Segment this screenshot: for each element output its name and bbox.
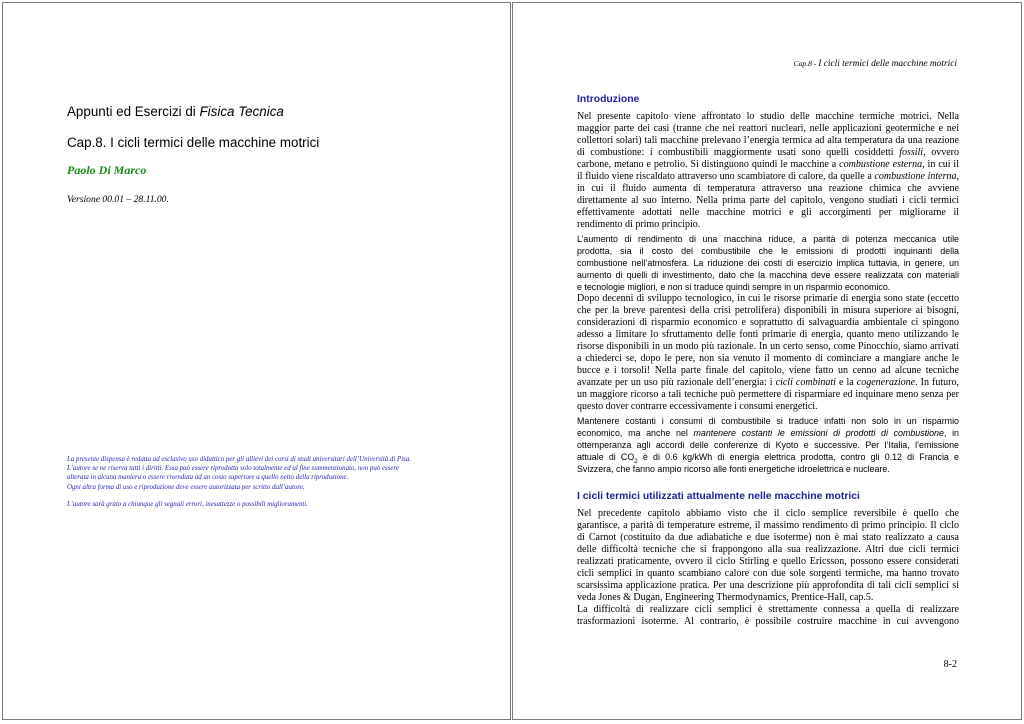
emphasis-emissioni: mantenere costanti le emissioni di prodotti di combustione xyxy=(693,428,944,438)
text-line: di Carnot (costituito da due adiabatiche e due isoterme) non è mai stato realizzato a causa xyxy=(577,532,959,543)
text-span: , xyxy=(956,171,959,182)
running-head xyxy=(794,59,957,69)
notice-thanks: L’autore sarà grato a chiunque gli segnali errori, inesattezze o possibili miglioramenti. xyxy=(67,501,308,508)
text-line: combustione nell’atmosfera. La riduzione dei costi di esercizio implica tuttavia, in genere, un xyxy=(577,258,959,268)
text-line: questo dover contrarre eccessivamente i consumi energetici. xyxy=(577,401,818,412)
text-line: considerazioni di risparmio economico e soprattutto di salvaguardia ambientale ci spingono xyxy=(577,317,959,328)
section-heading-cicli: I cicli termici utilizzati attualmente nelle macchine motrici xyxy=(577,491,860,502)
text-line: Nel presente capitolo viene affrontato lo studio delle macchine termiche motrici. Nella xyxy=(577,111,959,122)
paragraph-cicli xyxy=(577,508,959,628)
notice-line: La presente dispensa è redatta ad esclusivo uso didattico per gli allievi dei corsi di studi universitari dell’Università di Pisa. xyxy=(67,456,411,463)
text-line: Dopo decenni di sviluppo tecnologico, in cui le risorse primarie di energia sono state (eccetto xyxy=(577,293,959,304)
thanks-notice xyxy=(67,500,487,509)
text-line: e tecnologie migliori, e non si traduce quindi sempre in un risparmio economico. xyxy=(577,282,891,292)
text-line: che per la breve parentesi della crisi petrolifera) disponibili in misura superiore ai bisogni, xyxy=(577,305,959,316)
text-line: aumento di quelli di investimento, dato che la macchina deve essere realizzata con materiali xyxy=(577,270,959,280)
running-head-title: I cicli termici delle macchine motrici xyxy=(818,59,957,69)
text-span: carbone, metano e petrolio. Si distinguono quindi le macchine a xyxy=(577,159,840,170)
copyright-notice xyxy=(67,455,487,492)
emphasis-cogenerazione: cogenerazione xyxy=(856,377,916,388)
text-line: cicli semplici in quanto scambiano calore con due sole sorgenti termiche, ma hanno trovato xyxy=(577,568,959,579)
document-title-prefix: Appunti ed Esercizi di xyxy=(67,104,200,119)
text-line: risorse disponibili in un modo più razionale. In un certo senso, come Pinocchio, siamo arrivati xyxy=(577,341,959,352)
text-line xyxy=(577,147,959,159)
running-head-prefix: Cap.8 - xyxy=(793,59,819,68)
text-line: scarsissima applicazione pratica. Per una descrizione più approfondita di tali cicli semplici si xyxy=(577,580,959,591)
paragraph-rendimento xyxy=(577,233,959,293)
text-line: bucce e i torsoli! Nella parte finale del capitolo, viene fatto un cenno ad alcune tecniche xyxy=(577,365,959,376)
text-line: delle difficoltà tecniche che si frappongono alla sua realizzazione. Altri due cicli termici xyxy=(577,544,959,555)
document-title xyxy=(67,104,284,119)
text-line: rendimento di primo principio. xyxy=(577,219,701,230)
paragraph-sviluppo xyxy=(577,293,959,413)
text-line: Mantenere costanti i consumi di combustibile si traduce infatti non solo in un risparmio xyxy=(577,416,959,426)
text-line: trasformazioni isoterme. Al contrario, è possibile costruire macchine in cui avvengono xyxy=(577,616,959,627)
text-line xyxy=(577,427,959,439)
text-line: garantisce, a parità di temperature estreme, il massimo rendimento di primo principio. Il ciclo xyxy=(577,520,959,531)
text-line: collettori solari) tali macchine prelevano l’energia termica ad alta temperatura da una reazione xyxy=(577,135,959,146)
text-line: prodotta, sia il costo del combustibile che le emissioni di prodotti inquinanti della xyxy=(577,246,959,256)
text-line: direttamente al suo interno. Nella prima parte del capitolo, vengono studiati i cicli termici xyxy=(577,195,959,206)
chapter-title: Cap.8. I cicli termici delle macchine motrici xyxy=(67,135,320,150)
emphasis-fossili: fossili xyxy=(899,147,924,158)
version-label: Versione 00.01 – 28.11.00. xyxy=(67,194,169,205)
text-span: , ovvero xyxy=(923,147,959,158)
text-line xyxy=(577,159,959,171)
emphasis-combustione-esterna: combustione esterna xyxy=(839,159,923,170)
paragraph-intro xyxy=(577,111,959,231)
notice-line: alterata in alcuna maniera o essere rivenduta ad un costo superiore a quello netto della riproduzione. xyxy=(67,474,349,482)
text-line xyxy=(577,377,959,389)
text-span: avanzate per un uso più razionale dell’energia: i xyxy=(577,377,776,388)
text-line: ottemperanza agli accordi delle conferenze di Kyoto e successive. Per l’Italia, l’emissione xyxy=(577,440,959,450)
text-line: La difficoltà di realizzare cicli semplici è strettamente connessa a quella di realizzare xyxy=(577,604,959,615)
text-span: . In futuro, xyxy=(915,377,959,388)
text-line: in cui il fluido aumenta di temperatura attraverso una reazione chimica che avviene xyxy=(577,183,959,194)
text-line: veda Jones & Dugan, Engineering Thermodynamics, Prentice-Hall, cap.5. xyxy=(577,592,874,603)
emphasis-cicli-combinati: cicli combinati xyxy=(775,377,836,388)
text-line: a chiederci se, dopo le pere, non sia venuto il momento di cominciare a mangiare anche le xyxy=(577,353,959,364)
text-line: maggior parte dei casi (tranne che nei reattori nucleari, nelle applicazioni geotermiche e nei xyxy=(577,123,959,134)
text-line: Svizzera, che fanno ampio ricorso alle fonti energetiche idroelettrica e nucleare. xyxy=(577,464,890,474)
co2-subscript: 2 xyxy=(634,457,638,465)
emphasis-combustione-interna: combustione interna xyxy=(874,171,957,182)
section-heading-introduzione: Introduzione xyxy=(577,94,640,105)
text-span: il fluido viene riscaldato attraverso uno scambiatore di calore, da quelle a xyxy=(577,171,875,182)
text-line: adesso a limitare lo sfruttamento delle fonti primarie di energia, quanto meno utilizzando le xyxy=(577,329,959,340)
page-number: 8-2 xyxy=(943,659,957,670)
notice-line: Ogni altra forma di uso e riproduzione deve essere autorizzata per scritto dall’autore. xyxy=(67,483,305,491)
text-line: effettivamente adottati nelle macchine motrici e gli accorgimenti per migliorarne il xyxy=(577,207,959,218)
text-span: è di 0.6 kg/kWh di energia elettrica prodotta, contro gli 0.12 di Francia e xyxy=(637,452,959,462)
text-span: , in cui il xyxy=(922,159,959,170)
text-line: realizzati praticamente, ovvero il ciclo Stirling e quello Ericsson, possono essere considerati xyxy=(577,556,959,567)
notice-line: L’autore se ne riserva tutti i diritti. Essa può essere riprodotta solo totalmente ed al fine summenzionato, non può essere xyxy=(67,465,399,473)
paragraph-emissioni xyxy=(577,415,959,475)
text-span: attuale di CO xyxy=(577,452,635,462)
text-span: di combustione: i combustibili maggiormente usati sono quelli cosiddetti xyxy=(577,147,900,158)
text-line xyxy=(577,171,959,183)
text-line: L’aumento di rendimento di una macchina riduce, a parità di potenza meccanica utile xyxy=(577,234,959,244)
left-page xyxy=(2,2,511,720)
text-span: economico, ma anche nel xyxy=(577,428,694,438)
document-title-subject: Fisica Tecnica xyxy=(199,104,284,119)
text-line xyxy=(577,451,959,463)
text-span: e la xyxy=(835,377,857,388)
author-name: Paolo Di Marco xyxy=(67,163,147,177)
text-span: , in xyxy=(943,428,959,438)
text-line: un maggiore ricorso a tali tecniche può permettere di risparmiare ed inquinare meno senza per xyxy=(577,389,959,400)
text-line: Nel precedente capitolo abbiamo visto che il ciclo semplice reversibile è quello che xyxy=(577,508,959,519)
right-page xyxy=(512,2,1022,720)
